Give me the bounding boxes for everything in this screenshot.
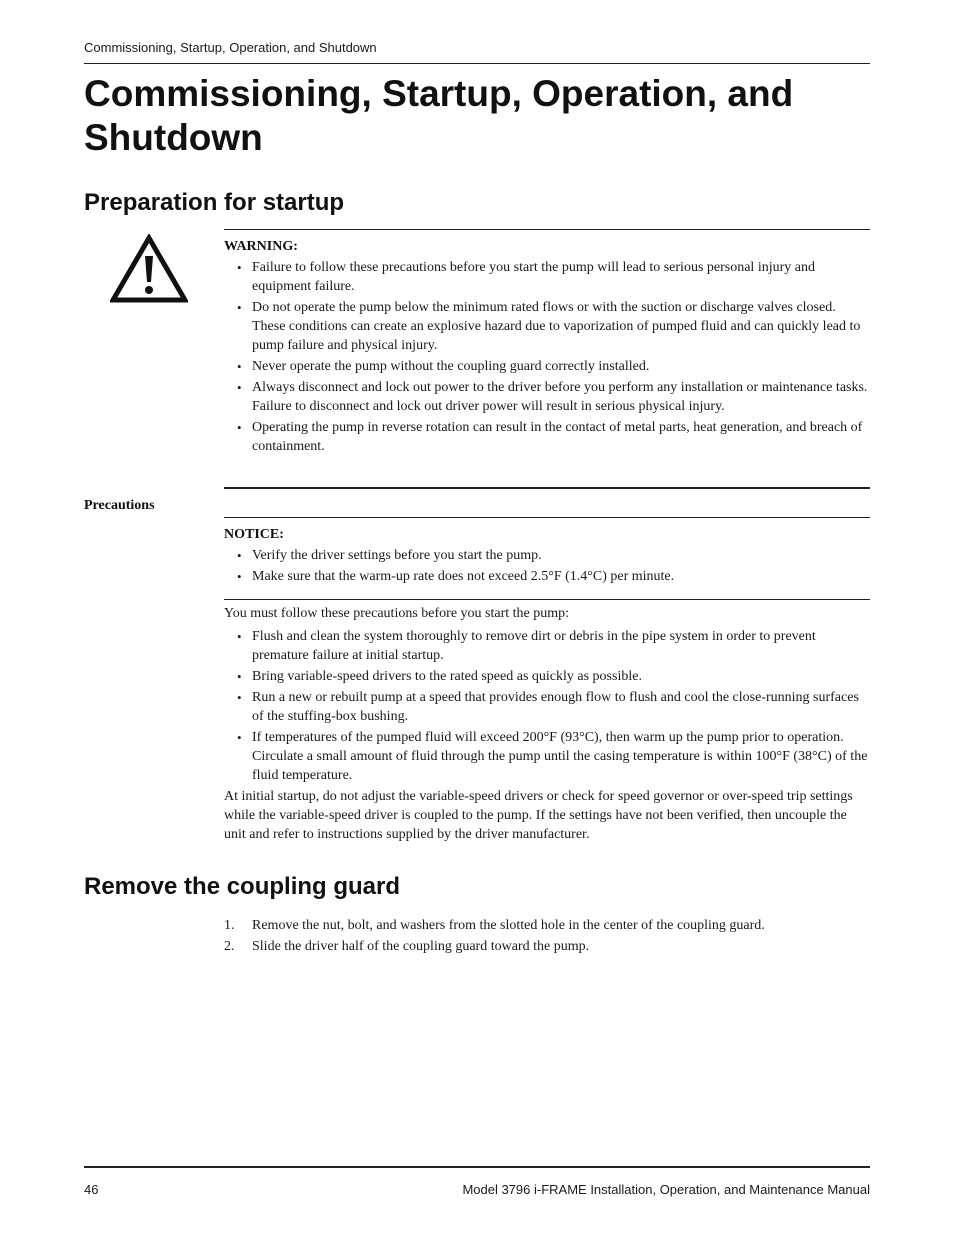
warning-bottom-rule xyxy=(224,487,870,489)
header-rule xyxy=(84,63,870,64)
list-item: • Run a new or rebuilt pump at a speed that provides enough flow to flush and cool the close-running surfaces of the stuffing-box bushing. xyxy=(224,688,870,726)
warning-list xyxy=(224,258,870,456)
list-item: • If temperatures of the pumped fluid will exceed 200°F (93°C), then warm up the pump prior to operation. Circulate a small amount of fluid through the pump until the casing temperature is within 100°F (38°C) of the fluid temperature. xyxy=(224,728,870,785)
list-item: • Operating the pump in reverse rotation can result in the contact of metal parts, heat generation, and breach of containment. xyxy=(224,418,870,456)
section-title-preparation: Preparation for startup xyxy=(84,189,345,216)
warning-triangle-icon xyxy=(110,234,188,304)
footer-rule xyxy=(84,1166,870,1168)
steps-list xyxy=(224,916,870,956)
page-number: 46 xyxy=(84,1182,99,1197)
coupling-guard-steps xyxy=(224,916,870,958)
warning-top-rule xyxy=(224,229,870,230)
section-title-coupling-guard: Remove the coupling guard xyxy=(84,873,401,900)
precautions-closing: At initial startup, do not adjust the variable-speed drivers or check for speed governor or over-speed trip settings while the variable-speed driver is coupled to the pump. If the settings have not been verified, then uncouple the unit and refer to instructions supplied by the driver manufacturer. xyxy=(224,789,853,842)
notice-bottom-rule xyxy=(224,599,870,600)
list-item: • Always disconnect and lock out power to the driver before you perform any installation or maintenance tasks. Failure to disconnect and lock out driver power will result in serious physical injury. xyxy=(224,378,870,416)
list-item xyxy=(224,916,870,935)
step-text: Slide the driver half of the coupling guard toward the pump. xyxy=(252,939,590,954)
step-text: Remove the nut, bolt, and washers from the slotted hole in the center of the coupling guard. xyxy=(252,918,765,933)
list-item: • Flush and clean the system thoroughly to remove dirt or debris in the pipe system in order to prevent premature failure at initial startup. xyxy=(224,627,870,665)
manual-title: Model 3796 i-FRAME Installation, Operation, and Maintenance Manual xyxy=(462,1182,870,1197)
page-title: Commissioning, Startup, Operation, and Shutdown xyxy=(84,73,794,158)
list-item: • Make sure that the warm-up rate does not exceed 2.5°F (1.4°C) per minute. xyxy=(224,567,870,586)
list-item: • Never operate the pump without the coupling guard correctly installed. xyxy=(224,357,870,376)
notice-block xyxy=(224,527,870,588)
precautions-intro: You must follow these precautions before you start the pump: xyxy=(224,606,570,621)
list-item: • Verify the driver settings before you start the pump. xyxy=(224,546,870,565)
precautions-list xyxy=(224,627,870,785)
notice-list xyxy=(224,546,870,586)
warning-label: WARNING: xyxy=(224,239,298,254)
notice-top-rule xyxy=(224,517,870,518)
running-header: Commissioning, Startup, Operation, and Shutdown xyxy=(84,40,377,55)
notice-label: NOTICE: xyxy=(224,527,284,542)
list-item xyxy=(224,937,870,956)
list-item: • Do not operate the pump below the minimum rated flows or with the suction or discharge valves closed. These conditions can create an explosive hazard due to vaporization of pumped fluid and can quickly lead to pump failure and physical injury. xyxy=(224,298,870,355)
precautions-label: Precautions xyxy=(84,498,155,513)
step-number: 2. xyxy=(224,939,235,954)
warning-block xyxy=(224,239,870,458)
step-number: 1. xyxy=(224,918,235,933)
precautions-body xyxy=(224,604,870,844)
list-item: • Bring variable-speed drivers to the rated speed as quickly as possible. xyxy=(224,667,870,686)
list-item: • Failure to follow these precautions before you start the pump will lead to serious personal injury and equipment failure. xyxy=(224,258,870,296)
